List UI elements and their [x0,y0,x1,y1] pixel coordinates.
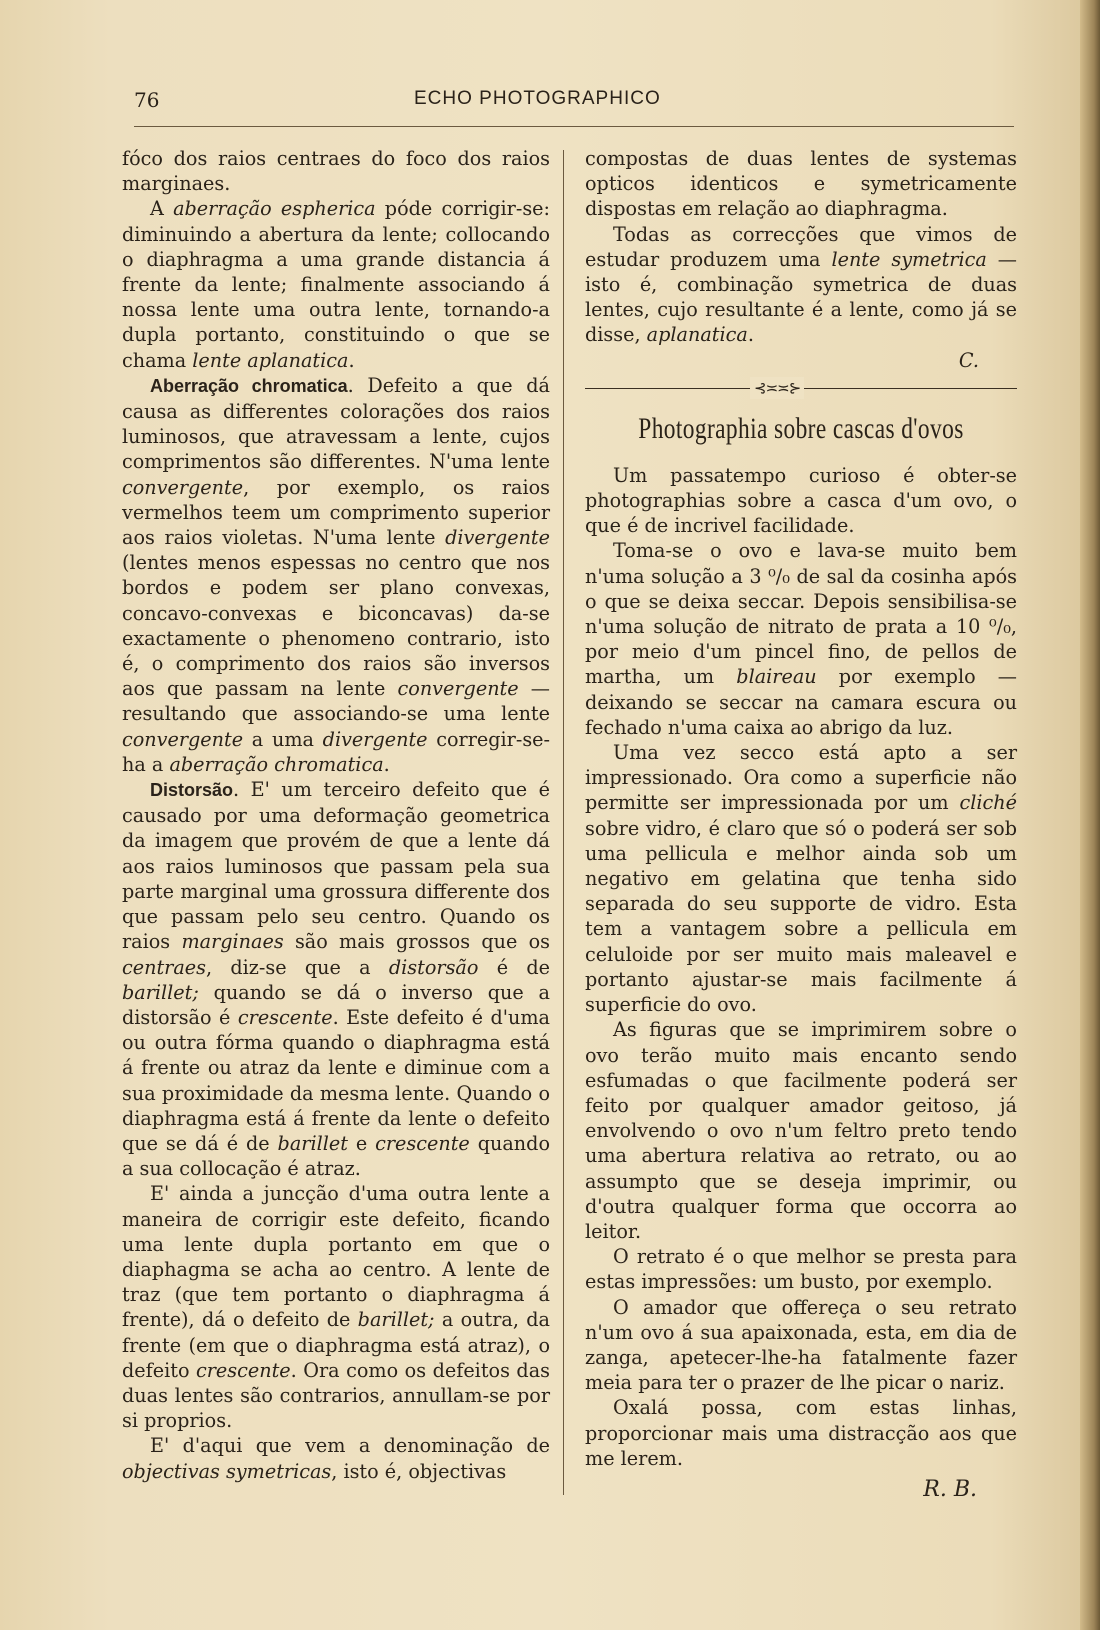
italic-text: convergente [397,677,519,701]
italic-text: distorsão [388,955,479,979]
text-run: — resultando que associando-se uma lente [122,677,550,726]
paragraph [122,1433,550,1483]
text-run: . Ora como os defeitos das duas lentes são contrarios, annullam-se por si proprios. [122,1358,551,1433]
article-title: Photographia sobre cascas d'ovos [638,411,964,445]
italic-text: centraes [122,955,206,979]
paragraph [585,1395,1017,1471]
text-run: Uma vez secco está apto a ser impressionado. Ora como a superficie não permitte ser impressionada por um [585,741,1017,815]
paragraph [122,146,550,196]
page-number: 76 [134,88,160,112]
italic-text: crescente [196,1358,291,1382]
text-run: por exemplo — deixando se seccar na camara escura ou fechado n'uma caixa ao abrigo da luz. [585,665,1017,739]
text-run: O amador que offereça o seu retrato n'um ovo á sua apaixonada, esta, em dia de zanga, apetecer-lhe-ha fatalmente fazer meia para ter o prazer de lhe picar o nariz. [585,1295,1017,1395]
text-run: são mais grossos que os [283,930,551,954]
text-run: é de [478,955,550,979]
page-edge [1080,0,1100,1630]
italic-text: convergente [122,475,244,499]
italic-text: crescente [375,1131,470,1155]
italic-text: aberração espherica [173,197,376,221]
paragraph [122,196,550,372]
text-run: Toma-se o ovo e lava-se muito bem n'uma solução a 3 ⁰/₀ de sal da cosinha após o que se deixa seccar. Depois sensibilisa-se n'uma solução de nitrato de prata a 10 ⁰/₀, por meio d'um pincel fino, de pellos de martha, um [585,539,1017,689]
italic-text: convergente [122,727,244,751]
page-header [134,84,1014,114]
right-column [585,146,1017,1502]
paragraph [122,373,550,777]
text-run: A [150,197,174,221]
italic-text: divergente [322,727,428,751]
text-run: sobre vidro, é claro que só o poderá ser sob uma pellicula e melhor ainda sob um negativo em gelatina que tenha sido separada do seu supporte de vidro. Esta tem a vantagem sobre a pellicula em celuloide por ser muito mais maleavel e portanto ajustar-se mais facilmente á superficie do ovo. [585,816,1017,1017]
text-run: e [347,1131,376,1155]
paragraph [585,740,1017,1017]
paragraph [585,222,1017,348]
text-run: quando se dá o inverso que a distorsão é [122,980,550,1029]
paragraph [585,1244,1017,1294]
paragraph [585,146,1017,222]
italic-text: blaireau [736,665,817,689]
text-run: corregir-se-ha a [122,727,551,776]
text-run: . E' um terceiro defeito que é causado por uma deformação geometrica da imagem que provém de que a lente dá aos raios luminosos que passam pela sua parte marginal uma grossura differente dos que passam pelo seu centro. Quando os raios [122,778,550,954]
subheading: Distorsão [150,780,234,801]
column-divider [563,150,564,1495]
text-run: Oxalá possa, com estas linhas, proporcionar mais uma distracção aos que me lerem. [585,1396,1017,1470]
paragraph [585,1295,1017,1396]
paragraph [122,777,550,1181]
running-title: ECHO PHOTOGRAPHICO [414,88,661,109]
italic-text: cliché [959,791,1017,815]
text-run: O retrato é o que melhor se presta para estas impressões: um busto, por exemplo. [585,1245,1017,1294]
left-column [122,146,550,1484]
text-run: compostas de duas lentes de systemas opticos identicos e symetricamente dispostas em relação ao diaphragma. [585,147,1017,221]
text-run: E' d'aqui que vem a denominação de [150,1434,550,1458]
italic-text: aplanatica [646,323,748,347]
italic-text: barillet; [357,1308,435,1332]
text-run: quando a sua collocação é atraz. [122,1131,550,1181]
italic-text: aberração chromatica [169,752,384,776]
right-top-paragraphs [585,146,1017,348]
subheading: Aberração chromatica [150,375,348,396]
text-run: a uma [243,727,323,751]
text-run: . [383,752,390,776]
text-run: , por exemplo, os raios vermelhos teem um comprimento superior aos raios violetas. N'uma lente [122,475,550,550]
paragraph [585,538,1017,740]
italic-text: crescente [237,1005,333,1029]
text-run: . Este defeito é d'uma ou outra fórma quando o diaphragma está á frente ou atraz da lente e diminue com a sua proximidade da mesma lente. Quando o diaphragma está á frente da lente o defeito que se dá é de [122,1005,550,1155]
left-paragraphs [122,146,550,1484]
text-run: . [348,348,355,372]
text-run: , diz-se que a [205,955,389,979]
text-run: Todas as correcções que vimos de estudar produzem uma [585,222,1017,271]
text-run: fóco dos raios centraes do foco dos raios marginaes. [122,147,550,196]
italic-text: objectivas symetricas [122,1459,332,1483]
text-run: (lentes menos espessas no centro que nos bordos e podem ser plano convexas, concavo-convexas e biconcavas) da-se exactamente o phenomeno contrario, isto é, o comprimento dos raios são inversos aos que passam na lente [122,551,550,701]
signature-rb: R. B. [923,1476,977,1502]
italic-text: lente aplanatica [192,348,349,372]
text-run: a outra, da frente (em que o diaphragma está atraz), o defeito [122,1308,550,1382]
ornament-glyph: ⊰≍≍⊱ [750,377,804,399]
header-rule [134,126,1014,127]
text-run: As figuras que se imprimirem sobre o ovo terão muito mais encanto sendo esfumadas o que facilmente poderá ser feito por qualquer amador geitoso, já envolvendo o ovo n'um feltro preto tendo uma abertura relativa ao retrato, ou ao assumpto que se deseja imprimir, ou d'outra qualquer forma que occorra ao leitor. [585,1018,1017,1243]
paragraph [585,1017,1017,1244]
text-run: , isto é, objectivas [331,1459,507,1483]
text-run: Um passatempo curioso é obter-se photographias sobre a casca d'um ovo, o que é de incrivel facilidade. [585,463,1017,538]
text-run: E' ainda a juncção d'uma outra lente a maneira de corrigir este defeito, ficando uma lente dupla portanto em que o diaphagma se acha ao centro. A lente de traz (que tem portanto o diaphragma á frente), dá o defeito de [122,1182,550,1332]
italic-text: barillet [277,1131,348,1155]
italic-text: marginaes [181,930,284,954]
text-run: póde corrigir-se: diminuindo a abertura da lente; collocando o diaphragma a uma grande distancia á frente da lente; finalmente associando á nossa lente uma outra lente, tornando-a dupla portanto, constituindo o que se chama [122,197,550,372]
ornament-divider [585,377,1017,399]
text-run: . [747,323,754,347]
text-run: — isto é, combinação symetrica de duas lentes, cujo resultante é a lente, como já se disse, [585,247,1017,347]
italic-text: barillet; [122,980,199,1004]
paragraph [585,463,1017,539]
paragraph [122,1181,550,1433]
text-run: . Defeito a que dá causa as differentes colorações dos raios luminosos, que atravessam a lente, cujos comprimentos são differentes. N'uma lente [122,373,550,474]
signature-c: C. [958,348,979,372]
italic-text: divergente [445,526,550,550]
italic-text: lente symetrica [831,247,987,271]
article-paragraphs [585,463,1017,1471]
